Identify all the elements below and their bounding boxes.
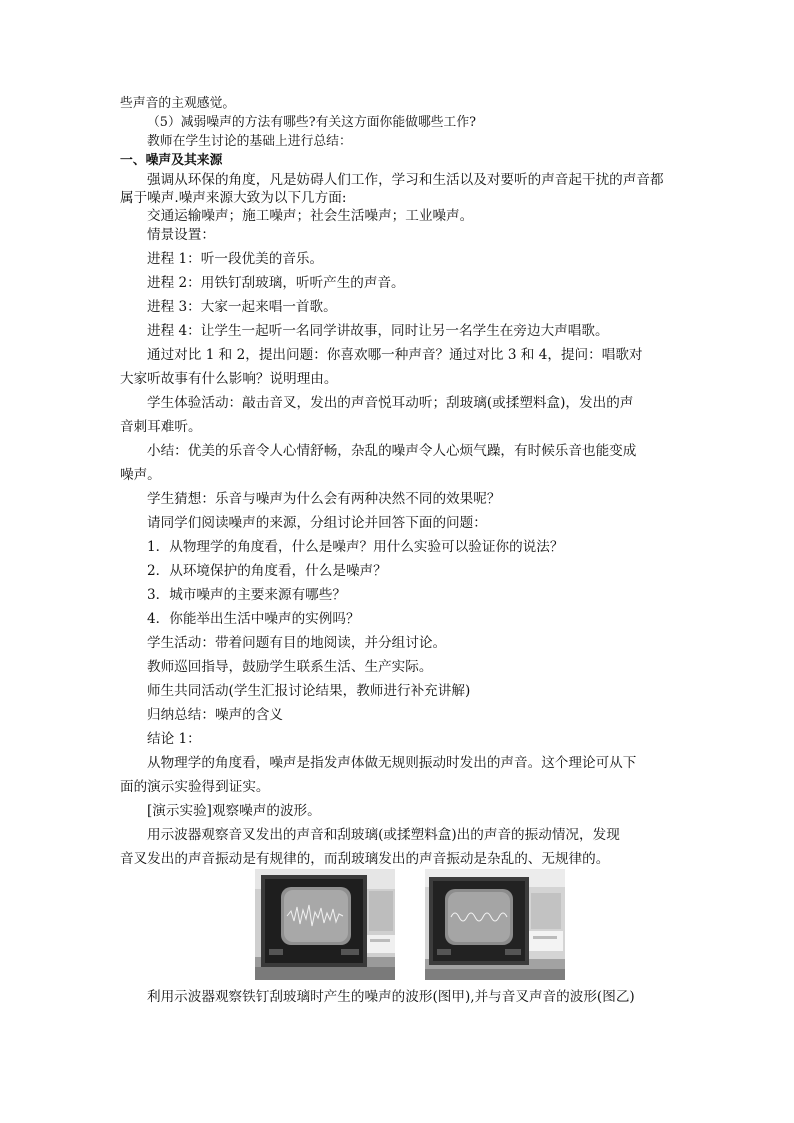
- text-line: 大家听故事有什么影响？说明理由。: [120, 371, 338, 387]
- text-line: 归纳总结：噪声的含义: [147, 707, 283, 723]
- text-line: 噪声。: [120, 467, 161, 483]
- section-heading: 一、噪声及其来源: [120, 153, 223, 168]
- text-line: [演示实验]观察噪声的波形。: [147, 803, 321, 819]
- text-line: 情景设置：: [147, 227, 215, 243]
- oscilloscope-photo-noise: [255, 869, 395, 980]
- text-line: 用示波器观察音叉发出的声音和刮玻璃(或揉塑料盒)出的声音的振动情况，发现: [147, 827, 620, 843]
- text-line: 学生猜想：乐音与噪声为什么会有两种决然不同的效果呢？: [147, 491, 501, 507]
- text-line: 小结：优美的乐音令人心情舒畅，杂乱的噪声令人心烦气躁，有时候乐音也能变成: [147, 443, 637, 459]
- question-item: 1．从物理学的角度看，什么是噪声？用什么实验可以验证你的说法？: [147, 539, 564, 555]
- text-line: 进程 1：听一段优美的音乐。: [147, 251, 324, 267]
- question-item: 3．城市噪声的主要来源有哪些？: [147, 587, 346, 603]
- text-line: 强调从环保的角度，凡是妨碍人们工作，学习和生活以及对要听的声音起干扰的声音都: [147, 172, 664, 188]
- text-line: 教师巡回指导，鼓励学生联系生活、生产实际。: [147, 659, 433, 675]
- text-line: 通过对比 1 和 2，提出问题：你喜欢哪一种声音？通过对比 3 和 4，提问：唱歌对: [147, 347, 643, 363]
- text-line: 教师在学生讨论的基础上进行总结：: [147, 134, 352, 149]
- text-line: （5）减弱噪声的方法有哪些?有关这方面你能做哪些工作?: [147, 115, 476, 130]
- question-item: 2．从环境保护的角度看，什么是噪声？: [147, 563, 387, 579]
- text-line: 些声音的主观感觉。: [120, 96, 236, 111]
- text-line: 从物理学的角度看，噪声是指发声体做无规则振动时发出的声音。这个理论可从下: [147, 755, 637, 771]
- text-line: 师生共同活动(学生汇报讨论结果，教师进行补充讲解): [147, 683, 471, 699]
- text-line: 利用示波器观察铁钉刮玻璃时产生的噪声的波形(图甲),并与音叉声音的波形(图乙): [147, 989, 635, 1005]
- text-line: 学生体验活动：敲击音叉，发出的声音悦耳动听；刮玻璃(或揉塑料盒)，发出的声: [147, 395, 634, 411]
- text-line: 进程 4：让学生一起听一名同学讲故事，同时让另一名学生在旁边大声唱歌。: [147, 323, 609, 339]
- text-line: 结论 1：: [147, 731, 201, 747]
- question-item: 4．你能举出生活中噪声的实例吗？: [147, 611, 360, 627]
- text-line: 请同学们阅读噪声的来源，分组讨论并回答下面的问题：: [147, 515, 487, 531]
- text-line: 学生活动：带着问题有目的地阅读，并分组讨论。: [147, 635, 447, 651]
- text-line: 音刺耳难听。: [120, 419, 202, 435]
- text-line: 属于噪声.噪声来源大致为以下几方面:: [120, 190, 347, 206]
- text-line: 音叉发出的声音振动是有规律的，而刮玻璃发出的声音振动是杂乱的、无规律的。: [120, 851, 610, 867]
- text-line: 进程 2：用铁钉刮玻璃，听听产生的声音。: [147, 275, 405, 291]
- text-line: 进程 3：大家一起来唱一首歌。: [147, 299, 337, 315]
- text-line: 交通运输噪声；施工噪声；社会生活噪声；工业噪声。: [147, 208, 474, 224]
- oscilloscope-photo-tuning-fork: [425, 869, 565, 980]
- text-line: 面的演示实验得到证实。: [120, 779, 270, 795]
